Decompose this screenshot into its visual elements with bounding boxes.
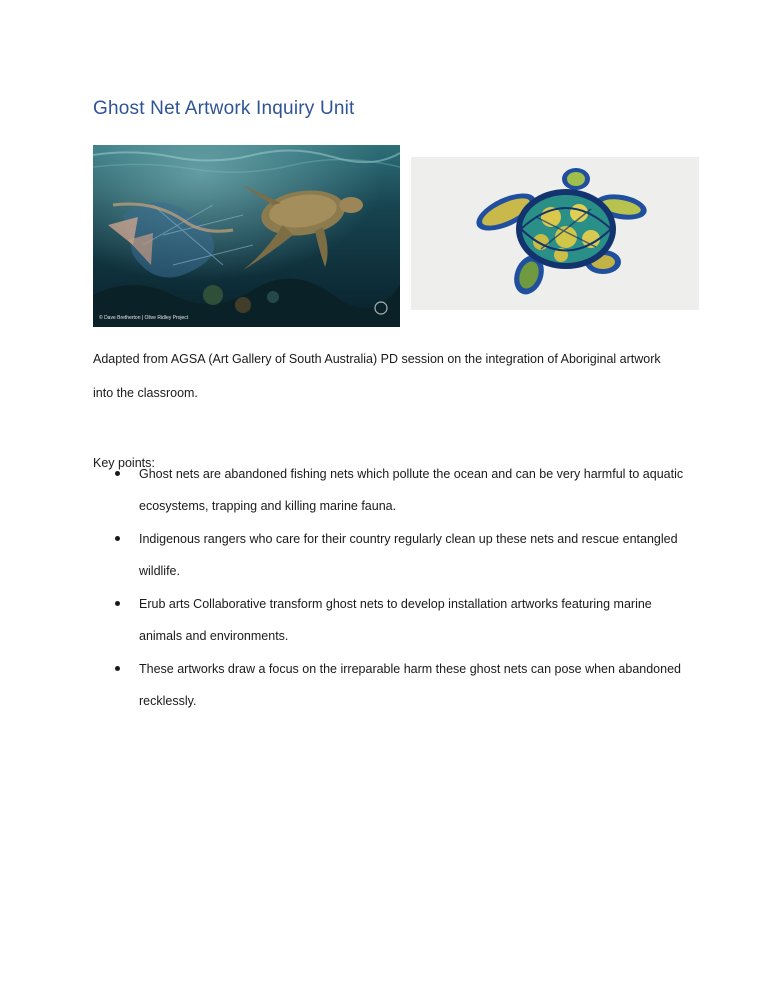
list-item-text: Erub arts Collaborative transform ghost nets to develop installation artworks featuring marine animals and environments. — [139, 597, 652, 643]
bullet-icon — [115, 666, 120, 671]
list-item — [93, 653, 693, 717]
list-item-text: Ghost nets are abandoned fishing nets which pollute the ocean and can be very harmful to aquatic ecosystems, trapping and killing marine fauna. — [139, 467, 684, 513]
turtle-ghost-net-photo — [93, 145, 400, 327]
key-points-label: Key points: — [93, 456, 155, 470]
photo-credit: © Dave Bretherton | Olive Ridley Project — [99, 315, 189, 321]
ghost-net-turtle-artwork-photo — [411, 157, 699, 310]
list-item — [93, 523, 693, 587]
list-item-text: These artworks draw a focus on the irreparable harm these ghost nets can pose when abandoned recklessly. — [139, 662, 681, 708]
underwater-photo-graphic — [93, 145, 400, 327]
intro-paragraph: Adapted from AGSA (Art Gallery of South Australia) PD session on the integration of Aboriginal artwork into the classroom. — [93, 352, 661, 400]
list-item-text: Indigenous rangers who care for their country regularly clean up these nets and rescue entangled wildlife. — [139, 532, 678, 578]
bullet-icon — [115, 601, 120, 606]
key-points-list — [93, 458, 693, 718]
bullet-icon — [115, 536, 120, 541]
turtle-artwork-graphic — [411, 157, 699, 310]
list-item — [93, 588, 693, 652]
page-title: Ghost Net Artwork Inquiry Unit — [93, 98, 355, 119]
list-item — [93, 458, 693, 522]
bullet-icon — [115, 471, 120, 476]
